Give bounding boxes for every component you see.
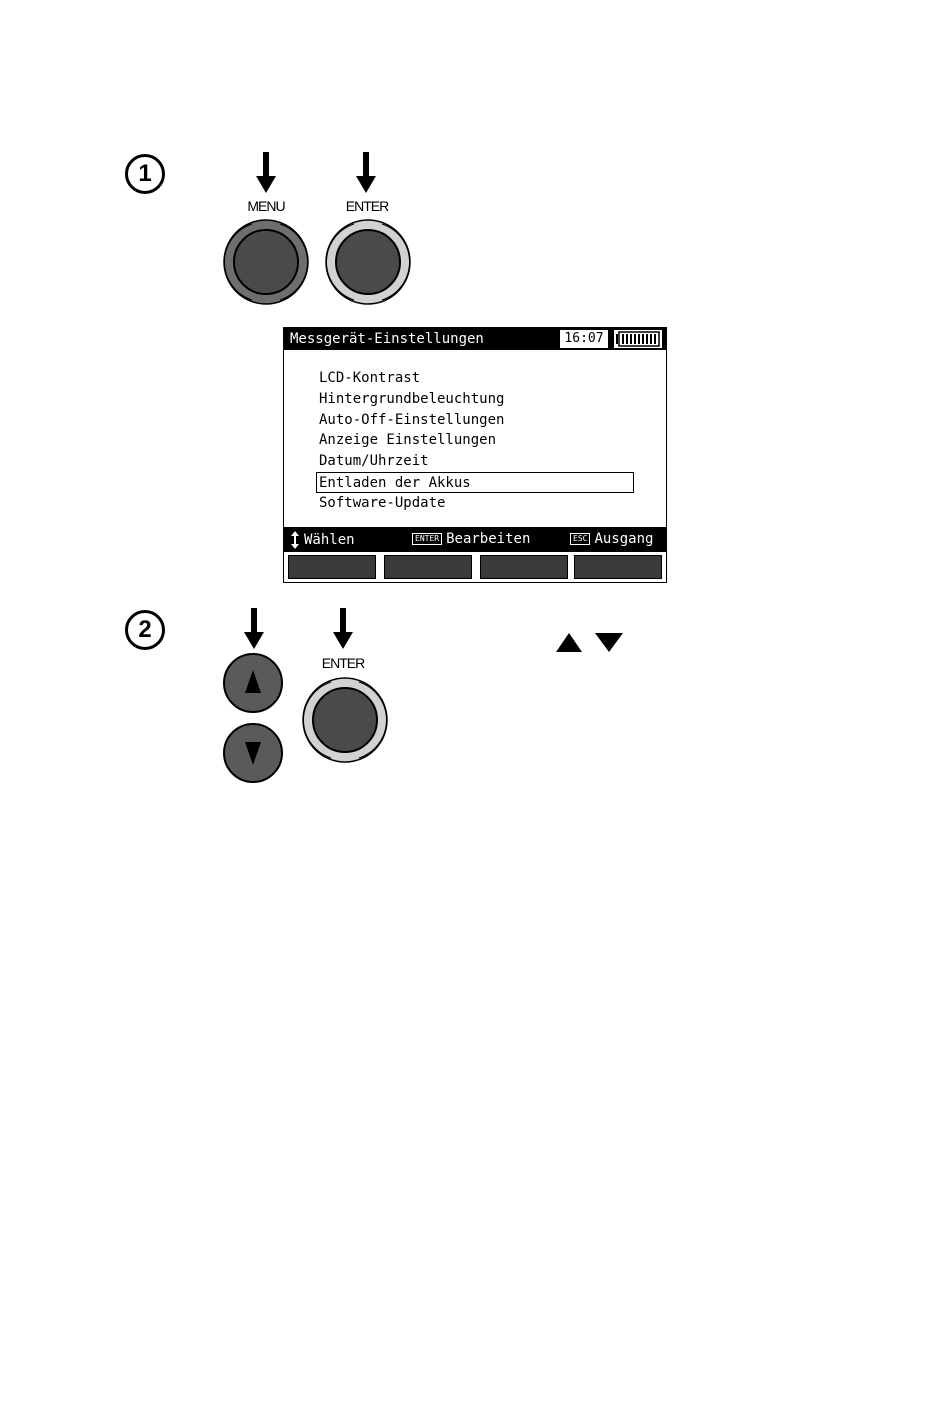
step-2-badge (125, 610, 165, 650)
down-arrow-icon (354, 152, 378, 194)
menu-item-discharge-batteries[interactable]: Entladen der Akkus (316, 472, 634, 493)
lcd-screen (283, 327, 667, 583)
menu-item-lcd-contrast[interactable]: LCD-Kontrast (319, 370, 421, 386)
lcd-clock: 16:07 (560, 330, 608, 348)
menu-item-software-update[interactable]: Software-Update (319, 494, 446, 511)
esc-chip: ESC (570, 533, 590, 545)
footer-edit-label: Bearbeiten (446, 531, 531, 547)
footer-edit-hint (412, 531, 530, 547)
softkey-2[interactable] (384, 555, 472, 579)
softkey-3[interactable] (480, 555, 568, 579)
step-2-number: 2 (138, 616, 152, 643)
lcd-footer (284, 527, 666, 552)
enter-key-label: ENTER (345, 198, 389, 214)
footer-exit-label: Ausgang (594, 531, 654, 547)
softkey-1[interactable] (288, 555, 376, 579)
footer-select-hint (290, 531, 355, 549)
down-key-icon[interactable] (222, 722, 284, 784)
menu-item-backlight[interactable]: Hintergrundbeleuchtung (319, 390, 505, 407)
battery-full-icon (614, 330, 662, 348)
up-key-icon[interactable] (222, 652, 284, 714)
softkey-bar (284, 552, 666, 582)
triangle-down-icon (595, 633, 623, 652)
down-arrow-icon (331, 608, 355, 650)
menu-item-date-time[interactable]: Datum/Uhrzeit (319, 453, 429, 470)
nav-triangles (555, 632, 627, 654)
enter-key-label-2: ENTER (321, 655, 365, 671)
lcd-title: Messgerät-Einstellungen (290, 331, 484, 347)
enter-chip: ENTER (412, 533, 442, 545)
menu-button[interactable] (222, 218, 310, 306)
triangle-up-icon (556, 633, 582, 652)
enter-button-2[interactable] (301, 676, 389, 764)
footer-exit-hint (570, 531, 653, 547)
down-arrow-icon (254, 152, 278, 194)
menu-item-auto-off[interactable]: Auto-Off-Einstellungen (319, 411, 505, 428)
up-down-arrows-icon (290, 531, 300, 549)
step-1-number: 1 (138, 160, 152, 187)
step-1-badge (125, 154, 165, 194)
footer-select-label: Wählen (304, 532, 355, 548)
settings-menu-list (318, 368, 634, 514)
down-arrow-icon (242, 608, 266, 650)
menu-item-display-settings[interactable]: Anzeige Einstellungen (319, 432, 497, 449)
enter-button[interactable] (324, 218, 412, 306)
lcd-header (284, 328, 666, 350)
menu-key-label: MENU (247, 198, 285, 214)
softkey-4[interactable] (574, 555, 662, 579)
